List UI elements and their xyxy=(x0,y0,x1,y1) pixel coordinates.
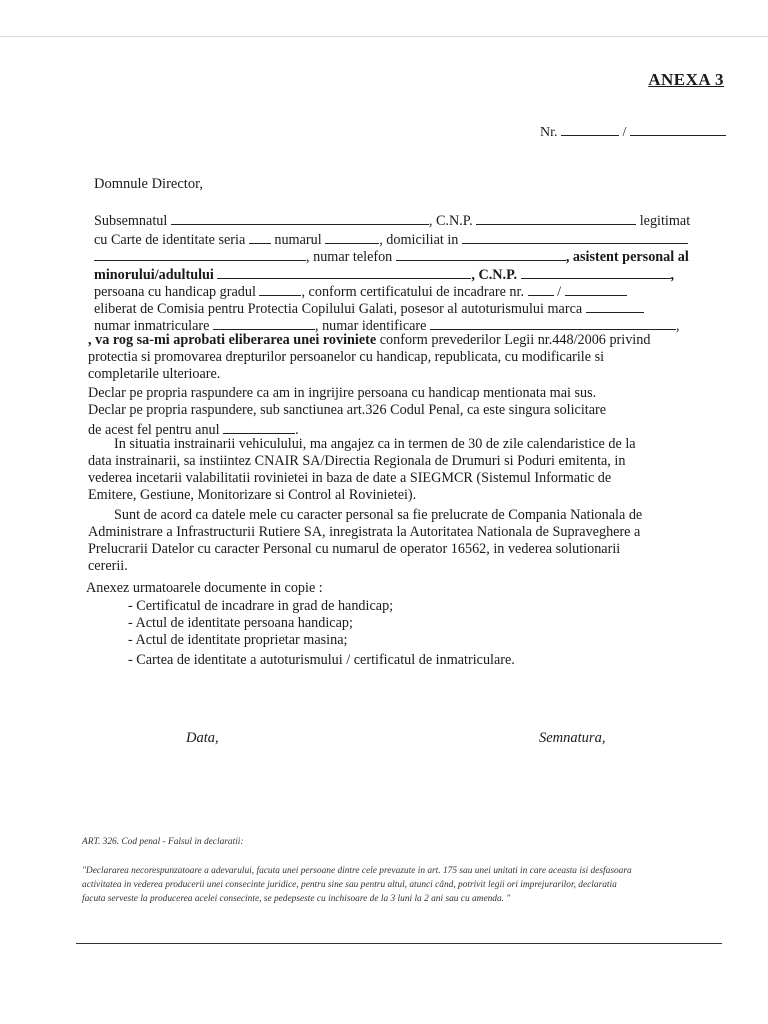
label-certificat: , conform certificatului de incadrare nr. xyxy=(301,284,525,300)
ci-number-field[interactable] xyxy=(325,229,379,244)
label-legitimat: legitimat xyxy=(639,213,691,229)
paragraph-1-line-3: vederea incetarii valabilitatii rovinietei in baza de date a SIEGMCR (Sistemul Informatic de xyxy=(88,470,612,486)
label-telefon: , numar telefon xyxy=(306,249,393,265)
request-text: , va rog sa-mi aprobati eliberarea unei roviniete xyxy=(88,332,377,348)
nr-slash: / xyxy=(622,125,627,140)
paragraph-1-line-4: Emitere, Gestiune, Monitorizare si Control al Rovinietei). xyxy=(88,487,417,503)
address-continued-field[interactable] xyxy=(94,246,306,261)
nr-label: Nr. xyxy=(540,125,558,140)
form-line-1 xyxy=(94,210,690,229)
law-reference: conform prevederilor Legii nr.448/2006 privind xyxy=(379,332,651,348)
label-cnp: , C.N.P. xyxy=(428,213,473,229)
label-subsemnatul: Subsemnatul xyxy=(94,213,168,229)
bottom-divider xyxy=(76,943,722,944)
attachment-item: - Actul de identitate persoana handicap; xyxy=(128,615,353,631)
nr-field[interactable] xyxy=(561,121,619,136)
form-line-10: completarile ulterioare. xyxy=(88,366,221,382)
form-line-9: protectia si promovarea drepturilor persoanelor cu handicap, republicata, cu modificarile si xyxy=(88,349,605,365)
car-brand-field[interactable] xyxy=(586,298,644,313)
label-anul: de acest fel pentru anul xyxy=(88,422,220,438)
comma: , xyxy=(676,318,680,334)
label-ci-seria: cu Carte de identitate seria xyxy=(94,232,246,248)
paragraph-1-line-2: data instrainarii, sa instiintez CNAIR SA/Directia Regionala de Drumuri si Poduri emitenta, in xyxy=(88,453,626,469)
paragraph-2-line-1: Sunt de acord ca datele mele cu caracter personal sa fie prelucrate de Compania Nationala de xyxy=(114,507,643,523)
footnote-line-3: facuta serveste la producerea acelei consecinte, se pedepseste cu inchisoare de la 3 luni la 2 ani sau cu amenda. " xyxy=(82,894,511,904)
date-label: Data, xyxy=(186,730,219,746)
label-domiciliat: , domiciliat in xyxy=(379,232,459,248)
period: . xyxy=(295,422,299,438)
label-eliberat: eliberat de Comisia pentru Protectia Copilului Galati, posesor al autoturismului marca xyxy=(94,301,583,317)
footnote-line-1: "Declararea necorespunzatoare a adevarului, facuta unei persoane dintre cele prevazute in art. 175 sau unei unitati in care aceasta isi desfasoara xyxy=(82,866,632,876)
top-scan-line xyxy=(0,36,768,37)
ci-series-field[interactable] xyxy=(249,229,271,244)
disability-grade-field[interactable] xyxy=(259,281,301,296)
label-grad: persoana cu handicap gradul xyxy=(94,284,256,300)
footnote-title: ART. 326. Cod penal - Falsul in declaratii: xyxy=(82,837,244,847)
form-line-8 xyxy=(88,332,650,348)
signature-label: Semnatura, xyxy=(539,730,606,746)
name-field[interactable] xyxy=(171,210,429,225)
label-identificare: , numar identificare xyxy=(314,318,427,334)
attachment-item: - Actul de identitate proprietar masina; xyxy=(128,632,348,648)
nr-date-field[interactable] xyxy=(630,121,726,136)
paragraph-2-line-4: cererii. xyxy=(88,558,128,574)
label-numarul: numarul xyxy=(274,232,322,248)
address-field[interactable] xyxy=(462,229,688,244)
attachments-intro: Anexez urmatoarele documente in copie : xyxy=(86,580,323,596)
paragraph-2-line-3: Prelucrarii Datelor cu caracter Personal cu numarul de operator 16562, in vederea solutionarii xyxy=(88,541,621,557)
cnp-field[interactable] xyxy=(476,210,636,225)
declaration-2: Declar pe propria raspundere, sub sanctiunea art.326 Codul Penal, ca este singura solicitare xyxy=(88,402,607,418)
registration-number xyxy=(540,121,726,141)
declaration-1: Declar pe propria raspundere ca am in ingrijire persoana cu handicap mentionata mai sus. xyxy=(88,385,597,401)
slash: / xyxy=(557,284,562,300)
attachment-item: - Cartea de identitate a autoturismului / certificatul de inmatriculare. xyxy=(128,652,515,668)
minor-cnp-field[interactable] xyxy=(521,264,671,279)
certificate-number-field[interactable] xyxy=(528,281,554,296)
vin-field[interactable] xyxy=(430,315,676,330)
certificate-date-field[interactable] xyxy=(565,281,627,296)
phone-field[interactable] xyxy=(396,246,566,261)
year-field[interactable] xyxy=(223,419,295,434)
plate-number-field[interactable] xyxy=(213,315,315,330)
label-asistent: , asistent personal al xyxy=(565,249,689,265)
form-line-3 xyxy=(94,246,689,265)
attachment-item: - Certificatul de incadrare in grad de handicap; xyxy=(128,598,394,614)
label-minorului: minorului/adultului xyxy=(94,267,214,283)
footnote-line-2: activitatea in vederea producerii unei consecinte juridice, pentru sine sau pentru altul, atunci când, potrivit legii ori imprejurarilor, declaratia xyxy=(82,880,617,890)
annex-title: ANEXA 3 xyxy=(648,70,724,89)
comma: , xyxy=(670,267,675,283)
label-inmatriculare: numar inmatriculare xyxy=(94,318,210,334)
paragraph-2-line-2: Administrare a Infrastructurii Rutiere SA, inregistrata la Autoritatea Nationala de Supraveghere a xyxy=(88,524,641,540)
label-minor-cnp: , C.N.P. xyxy=(471,267,517,283)
salutation: Domnule Director, xyxy=(94,176,203,192)
minor-name-field[interactable] xyxy=(217,264,471,279)
paragraph-1-line-1: In situatia instrainarii vehiculului, ma angajez ca in termen de 30 de zile calendaristice de la xyxy=(114,436,636,452)
